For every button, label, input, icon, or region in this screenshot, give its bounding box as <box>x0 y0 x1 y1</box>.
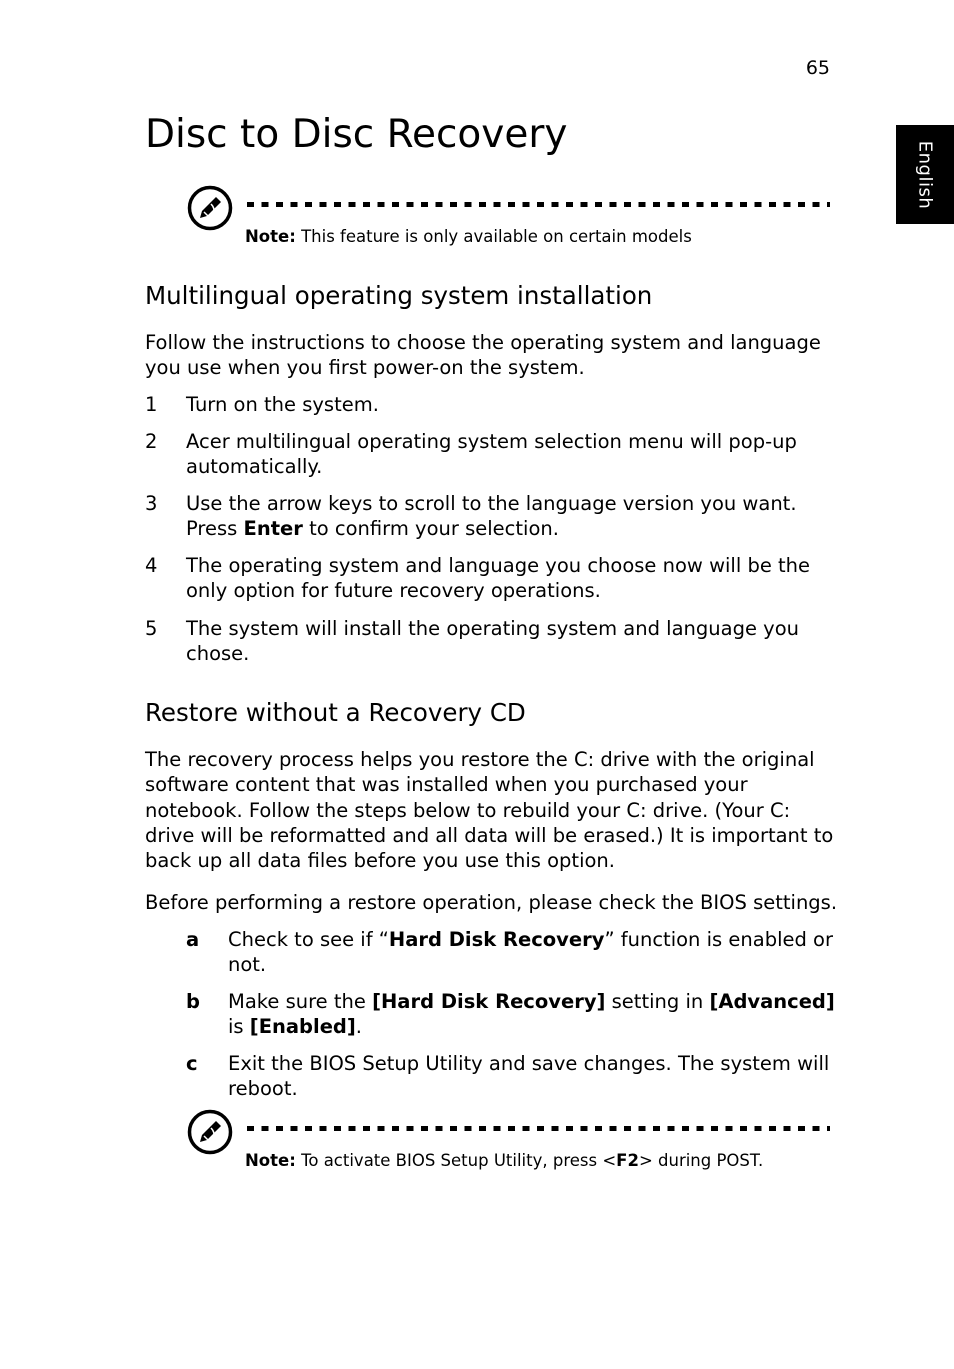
page-number: 65 <box>805 57 830 79</box>
bios-intro: Before performing a restore operation, please check the BIOS settings. <box>145 891 838 914</box>
note-text: Note: This feature is only available on certain models <box>245 227 692 246</box>
note-pen-icon <box>187 185 233 231</box>
note-divider <box>247 202 830 207</box>
page-title: Disc to Disc Recovery <box>145 112 568 157</box>
note-divider <box>247 1126 830 1131</box>
note-pen-icon <box>187 1109 233 1155</box>
section-intro: The recovery process helps you restore the C: drive with the original software content that was installed when you purchased your notebook. Follow the steps below to rebuild your C: drive. (Your C: drive will be reformatted and all data will be erased.) It is important to back up all data files before you use this option. <box>145 748 834 873</box>
note-text: Note: To activate BIOS Setup Utility, press <F2> during POST. <box>245 1151 764 1170</box>
language-side-tab-label: English <box>914 140 936 210</box>
section-heading: Restore without a Recovery CD <box>145 698 526 727</box>
section-heading: Multilingual operating system installation <box>145 281 653 310</box>
language-side-tab <box>896 125 954 224</box>
section-intro: Follow the instructions to choose the operating system and language you use when you first power-on the system. <box>145 331 821 380</box>
